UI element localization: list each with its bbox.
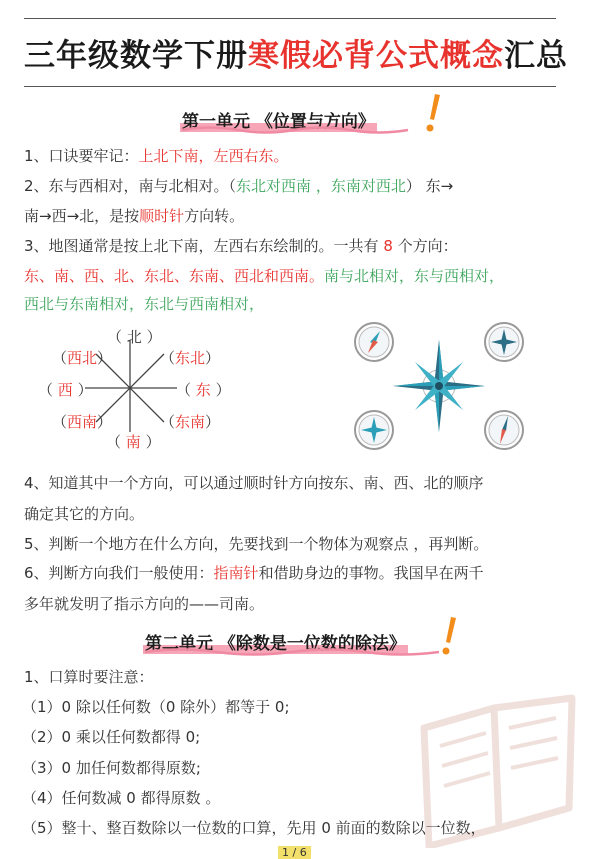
page-number: 1 / 6 — [278, 846, 311, 859]
dir-south: （ 南 ） — [106, 433, 161, 451]
dir-west: （ 西 ） — [38, 381, 93, 399]
u1-line-8: 确定其它的方向。 — [24, 505, 145, 523]
u1-line-6: 西北与东南相对，东北与西南相对， — [24, 295, 265, 313]
u2-line-3: （2）0 乘以任何数都得 0; — [22, 728, 201, 746]
u1-line-7: 4、知道其中一个方向，可以通过顺时针方向按东、南、西、北的顺序 — [24, 474, 484, 492]
unit1-heading: 第一单元 《位置与方向》 — [182, 112, 375, 132]
u1-line-5: 东、南、西、北、东北、东南、西北和西南。南与北相对，东与西相对， — [24, 267, 505, 285]
dir-north: （ 北 ） — [107, 328, 162, 346]
page-title: 三年级数学下册寒假必背公式概念汇总 — [24, 38, 568, 74]
dir-east: （ 东 ） — [176, 381, 231, 399]
exclamation-icon-2 — [439, 615, 461, 657]
compass-rose-icon — [348, 318, 532, 458]
u2-line-2: （1）0 除以任何数（0 除外）都等于 0; — [22, 698, 290, 716]
top-rule — [24, 18, 556, 19]
exclamation-icon — [423, 92, 445, 134]
u1-line-1: 1、口诀要牢记：上北下南，左西右东。 — [24, 147, 289, 165]
dir-northeast: （东北） — [160, 349, 221, 367]
dir-southwest: （西南） — [52, 413, 113, 431]
u1-line-11: 多年就发明了指示方向的——司南。 — [24, 595, 265, 613]
u2-line-4: （3）0 加任何数都得原数; — [22, 759, 201, 777]
u1-line-3: 南→西→北，是按顺时针方向转。 — [24, 207, 245, 225]
u1-line-9: 5、判断一个地方在什么方向，先要找到一个物体为观察点 ，再判断。 — [24, 535, 489, 553]
dir-northwest: （西北） — [52, 349, 113, 367]
title-rule — [24, 86, 556, 87]
dir-southeast: （东南） — [160, 413, 221, 431]
heading-underline-2 — [143, 646, 443, 658]
u1-line-4: 3、地图通常是按上北下南，左西右东绘制的。一共有 8 个方向： — [24, 237, 458, 255]
u1-line-2: 2、东与西相对，南与北相对。（东北对西南 ，东南对西北） 东→ — [24, 177, 454, 195]
small-compass-icon — [355, 323, 393, 361]
u2-line-6: （5）整十、整百数除以一位数的口算，先用 0 前面的数除以一位数， — [22, 819, 486, 837]
u1-line-10: 6、判断方向我们一般使用：指南针和借助身边的事物。我国早在两千 — [24, 564, 484, 582]
u2-line-1: 1、口算时要注意： — [24, 668, 154, 686]
unit2-heading: 第二单元 《除数是一位数的除法》 — [145, 634, 406, 654]
u2-line-5: （4）任何数减 0 都得原数 。 — [22, 789, 221, 807]
heading-underline — [180, 124, 412, 136]
